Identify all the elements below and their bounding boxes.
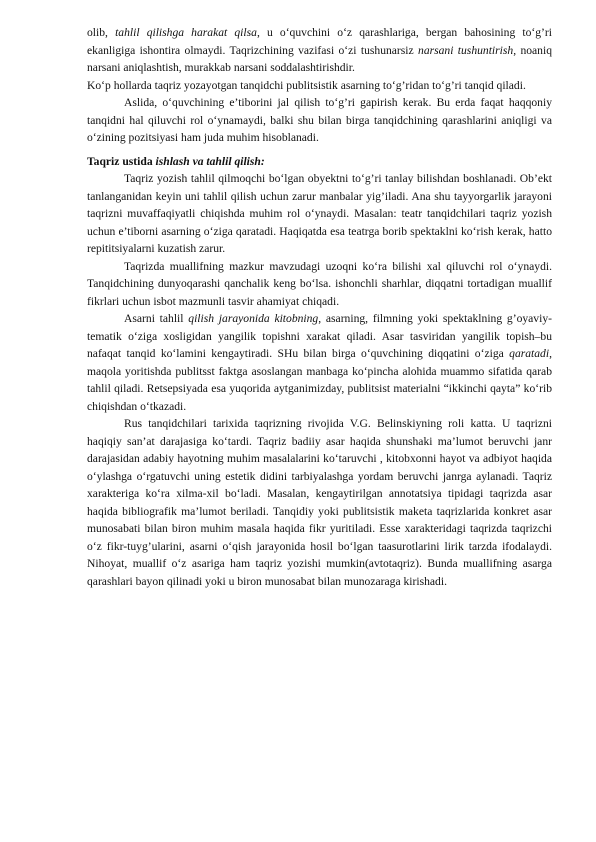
paragraph-7	[87, 415, 552, 590]
text-run: , u o‘quvchini o‘z qarashlariga, bergan bahosining to‘g’ri ekanligiga ishontira olmaydi. Taqrizchining vazifasi o‘zi tushunarsiz	[87, 26, 552, 57]
text-run: Asarni tahlil	[124, 312, 189, 325]
paragraph-3	[87, 94, 552, 147]
document-page	[87, 24, 552, 590]
text-run: Taqrizda muallifning mazkur mavzudagi uzoqni ko‘ra bilishi xal qiluvchi rol o‘ynaydi. Tanqidchining dunyoqarashi qanchalik keng bo‘lsa. ishonchli sharhlar, diqqatni tortadigan muallif fikrlari uchun isbot mazmunli tasvir ahamiyat chiqadi.	[87, 259, 552, 308]
text-run: Rus tanqidchilari tarixida taqrizning rivojida V.G. Belinskiyning roli katta. U taqrizni haqiqiy san’at darajasiga ko‘tardi. Taqriz badiiy asar haqida shunshaki ma’lumot beruvchi janr darajasidan adabiy hayotning muhim masalalarini ko‘taruvchi , kitobxonni hayot va adbiyot haqida o‘ylashga o‘rgatuvchi uning estetik didini tarbiyalashga yordam beruvchi janrga aylanadi. Taqriz xarakteriga ko‘ra xilma-xil bo‘ladi. Masalan, kengaytirilgan annotatsiya tipidagi taqrizda asar haqida bibliografik ma’lumot beriladi. Tanqidiy yoki publitsistik maketa taqrizlarida konkret asar munosabati bilan biron muhim masala haqida fikr yuritiladi. Esse xarakteridagi taqrizda taqrizchi o‘z fikr-tuyg’ularini, asarni o‘qish jarayonida hosil bo‘lgan taasurotlarini lirik tarzda ifodalaydi. Nihoyat, muallif o‘z asariga ham taqriz yozishi mumkin(avtotaqriz). Bunda muallifning asarga qarashlari bayon qilinadi yoki u biron munosabat bilan munozaraga kirishadi.	[87, 417, 552, 588]
text-run: Taqriz yozish tahlil qilmoqchi bo‘lgan obyektni to‘g’ri tanlay bilishdan boshlanadi. Ob’ekt tanlanganidan keyin uni tahlil qilish uchun zarur manbalar yig’iladi. Ana shu tayyorgarlik jarayoni taqrizni muvaffaqiyatli chiqishda muhim rol o‘ynaydi. Masalan: teatr tanqidchilari taqriz yozish uchun e’tiborni asarning o‘ziga qaratadi. Haqiqatda esa teatrga borib spektaklni ko‘rish kerak, hatto repititsiyalarni kuzatish zarur.	[87, 172, 552, 255]
italic-run: qaratadi	[509, 347, 550, 360]
italic-run: tahlil qilishga harakat qilsa	[115, 26, 257, 39]
section-heading	[87, 153, 552, 171]
text-run: olib,	[87, 26, 116, 39]
heading-run: Taqriz ustida	[87, 154, 156, 168]
italic-run: narsani tushuntirish	[418, 43, 514, 57]
paragraph-5	[87, 258, 552, 311]
text-run: Ko‘p hollarda taqriz yozayotgan tanqidchi publitsistik asarning to‘g’ridan to‘g’ri tanqid qiladi.	[87, 78, 526, 92]
text-run: , noaniq narsani aniqlashtish, murakkab narsani soddalashtirishdir.	[87, 43, 552, 74]
text-run: , asarning, filmning yoki spektaklning g’oyaviy-tematik o‘ziga xosligidan yangilik topishni xarakat qiladi. Asar tasviridan yangilik topish–bu nafaqat tanqid ko‘lamini kengaytiradi. SHu bilan birga o‘quvchining diqqatini o‘ziga	[87, 312, 552, 360]
heading-italic-run: ishlash va tahlil qilish:	[155, 154, 265, 168]
paragraph-2	[87, 77, 552, 95]
paragraph-6	[87, 310, 552, 415]
paragraph-1	[87, 24, 552, 77]
paragraph-4	[87, 170, 552, 258]
italic-run: qilish jarayonida kitobning	[188, 312, 319, 325]
text-run: Aslida, o‘quvchining e’tiborini jal qilish to‘g’ri gapirish kerak. Bu erda faqat haqqoniy tanqidni hal qiluvchi rol o‘ynamaydi, balki shu bilan birga tanqidchining qarashlarini aniqligi va o‘zining pozitsiyasi ham juda muhim hisoblanadi.	[87, 96, 552, 144]
text-run: , maqola yoritishda publitsst faktga asoslangan manbaga ko‘pincha alohida muammo sifatida qarab tahlil qiladi. Retsepsiyada esa yuqorida aytganimizday, publitsist materialni “ikkinchi qayta” ko‘rib chiqishdan o‘tkazadi.	[87, 347, 552, 413]
